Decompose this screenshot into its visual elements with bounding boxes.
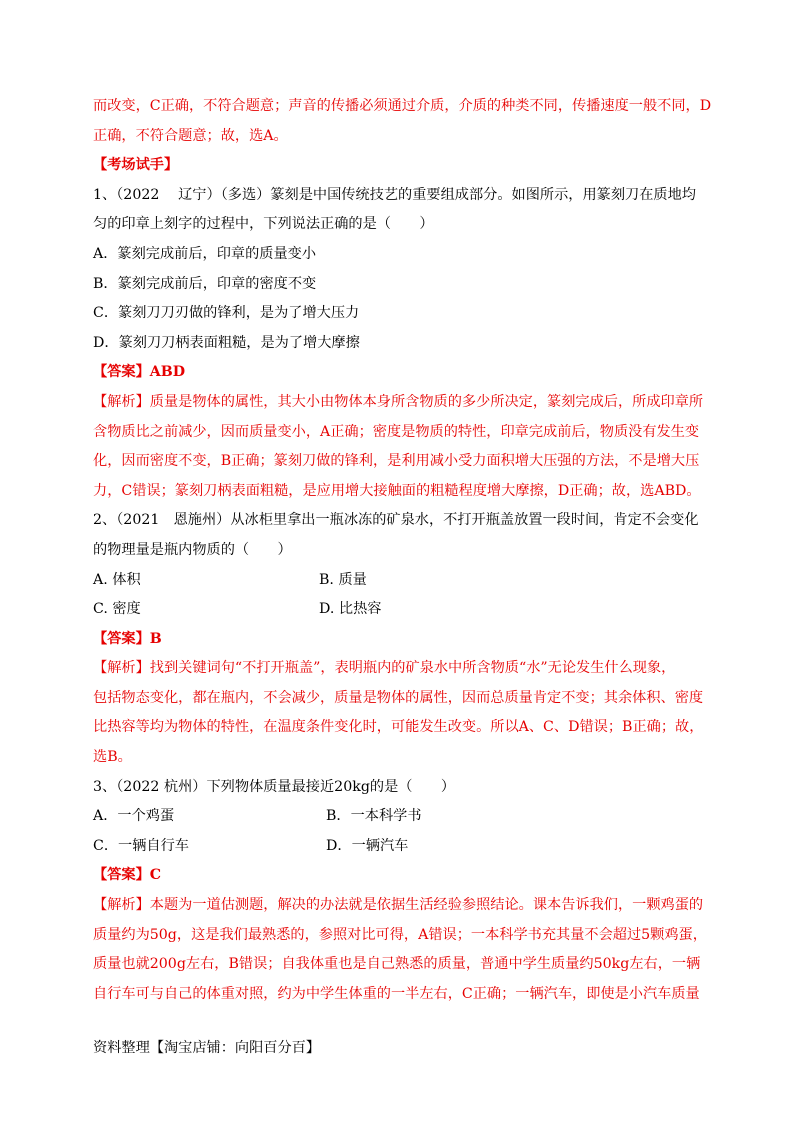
q1-option-c: C．篆刻刀刀刃做的锋利，是为了增大压力 (93, 305, 360, 322)
q1-option-a: A．篆刻完成前后，印章的质量变小 (93, 245, 317, 262)
q1-option-d: D．篆刻刀刀柄表面粗糙，是为了增大摩擦 (93, 334, 360, 351)
q3-option-a: A．一个鸡蛋 (93, 808, 175, 825)
q3-analysis-line-2: 质量约为50g，这是我们最熟悉的，参照对比可得，A错误；一本科学书充其量不会超过5颗鸡蛋， (93, 926, 707, 943)
document-body (93, 92, 713, 1009)
q3-option-c: C．一辆自行车 (93, 837, 189, 854)
q1-analysis-line-3: 化，因而密度不变，B正确；篆刻刀做的锋利，是利用减小受力面积增大压强的方法，不是增大压 (93, 453, 700, 470)
q3-stem: 3、（2022 杭州）下列物体质量最接近20kg的是（ ） (93, 778, 456, 795)
q2-analysis-line-1: 【解析】找到关键词句“不打开瓶盖”，表明瓶内的矿泉水中所含物质“水”无论发生什么现象， (93, 660, 676, 677)
q3-options-row-2 (93, 832, 713, 862)
q2-analysis-line-4: 选B。 (93, 749, 132, 766)
q1-analysis-line-1: 【解析】质量是物体的属性，其大小由物体本身所含物质的多少所决定，篆刻完成后，所成印章所 (93, 393, 704, 410)
q3-option-d: D．一辆汽车 (326, 837, 409, 854)
q1-analysis-line-2: 含物质比之前减少，因而质量变小，A正确；密度是物质的特性，印章完成前后，物质没有发生变 (93, 423, 700, 440)
q3-options-row-1 (93, 802, 713, 832)
q2-options-row-1 (93, 566, 713, 596)
intro-line-1: 而改变，C正确，不符合题意；声音的传播必须通过介质，介质的种类不同，传播速度一般不同，D (93, 98, 712, 114)
q2-answer: 【答案】B (93, 630, 162, 647)
section-title: 【考场试手】 (93, 157, 179, 174)
q2-analysis-line-3: 比热容等均为物体的特性，在温度条件变化时，可能发生改变。所以A、C、D错误；B正确；故， (93, 719, 704, 736)
q1-analysis-line-4: 力，C错误；篆刻刀柄表面粗糙，是应用增大接触面的粗糙程度增大摩擦，D正确；故，选ABD。 (93, 482, 701, 499)
q2-option-c: C. 密度 (93, 601, 141, 618)
q2-stem-line-1: 2、（2021 恩施州）从冰柜里拿出一瓶冰冻的矿泉水，不打开瓶盖放置一段时间，肯定不会变化 (93, 512, 699, 529)
intro-line-2: 正确，不符合题意；故，选A。 (93, 127, 288, 144)
q2-option-b: B. 质量 (319, 571, 367, 588)
q3-analysis-line-3: 质量也就200g左右，B错误；自我体重也是自己熟悉的质量，普通中学生质量约50kg左右，一辆 (93, 956, 701, 973)
q3-analysis-line-1: 【解析】本题为一道估测题，解决的办法就是依据生活经验参照结论。课本告诉我们，一颗鸡蛋的 (93, 897, 704, 914)
q2-analysis-line-2: 包括物态变化，都在瓶内，不会减少，质量是物体的属性，因而总质量肯定不变；其余体积、密度 (93, 689, 704, 706)
q3-option-b: B．一本科学书 (326, 808, 422, 825)
q1-stem-line-2: 匀的印章上刻字的过程中，下列说法正确的是（ ） (93, 216, 434, 233)
q3-answer: 【答案】C (93, 867, 162, 884)
q2-option-d: D. 比热容 (319, 601, 382, 618)
page-footer: 资料整理【淘宝店铺：向阳百分百】 (93, 1040, 321, 1056)
q1-option-b: B．篆刻完成前后，印章的密度不变 (93, 275, 317, 292)
q1-stem-line-1: 1、（2022 辽宁）（多选）篆刻是中国传统技艺的重要组成部分。如图所示，用篆刻刀在质地均 (93, 186, 696, 203)
q2-options-row-2 (93, 595, 713, 625)
q1-answer: 【答案】ABD (93, 364, 186, 381)
q3-analysis-line-4: 自行车可与自己的体重对照，约为中学生体重的一半左右，C正确；一辆汽车，即使是小汽车质量 (93, 985, 700, 1002)
q2-option-a: A. 体积 (93, 571, 141, 588)
q2-stem-line-2: 的物理量是瓶内物质的（ ） (93, 541, 292, 558)
